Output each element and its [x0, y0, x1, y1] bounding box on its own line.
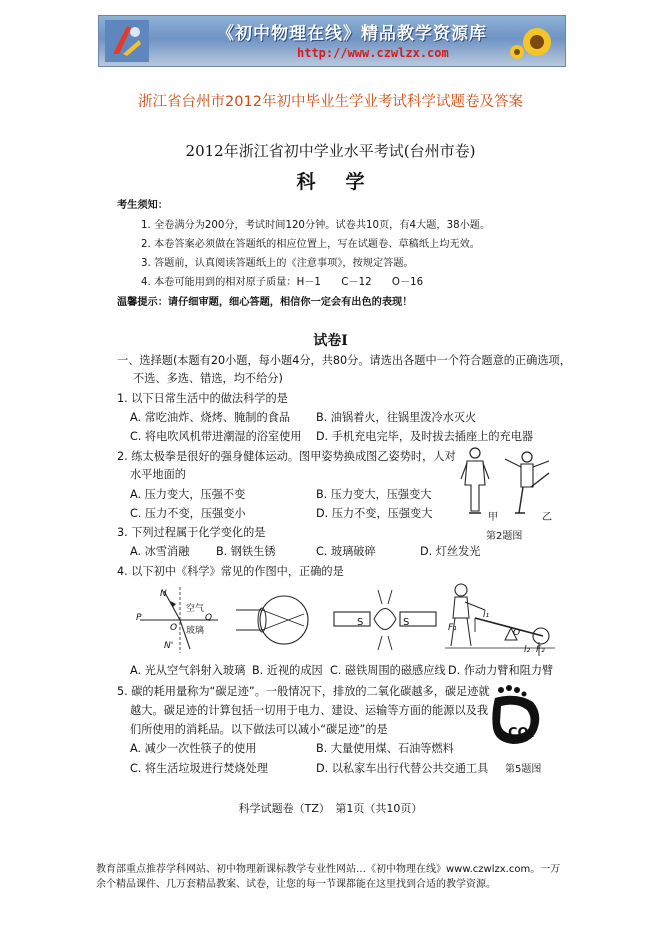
magnetic-field-diagram [330, 588, 440, 652]
question-stem: 5. 碳的耗用量称为“碳足迹”。一般情况下，排放的二氧化碳越多，碳足迹就 [117, 685, 490, 698]
option: A. 压力变大，压强不变 [130, 488, 246, 501]
notice-item: 1. 全卷满分为200分，考试时间120分钟。试卷共10页，有4大题，38小题。 [141, 220, 491, 231]
sunflower-icon [507, 22, 559, 62]
question-stem: 3. 下列过程属于化学变化的是 [117, 526, 266, 539]
option: A. 减少一次性筷子的使用 [130, 742, 257, 755]
section-instruction: 不选、多选、错选，均不给分) [133, 372, 283, 385]
banner-url[interactable]: http://www.czwlzx.com [297, 46, 449, 60]
option: A. 冰雪消融 [130, 545, 190, 558]
label-q: Q [205, 613, 213, 623]
option: C. 压力不变，压强变小 [130, 507, 246, 520]
exam-title: 2012年浙江省初中学业水平考试(台州市卷) [185, 142, 476, 160]
section-instruction: 一、选择题(本题有20小题，每小题4分，共80分。请选出各题中一个符合题意的正确选项， [117, 354, 571, 367]
option: B. 压力变大，压强变大 [316, 488, 432, 501]
question-stem: 2. 练太极拳是很好的强身健体运动。图甲姿势换成图乙姿势时，人对 [117, 450, 456, 463]
document-title: 浙江省台州市2012年初中毕业生学业考试科学试题卷及答案 [138, 94, 523, 110]
question-stem: 越大。碳足迹的计算包括一切用于电力、建设、运输等方面的能源以及我 [130, 704, 489, 717]
magnet-label-s: S [357, 617, 364, 628]
option: D. 以私家车出行代替公共交通工具 [316, 762, 489, 775]
site-logo-icon [105, 20, 149, 62]
option: B. 大量使用煤、石油等燃料 [316, 742, 454, 755]
option: D. 灯丝发光 [420, 545, 481, 558]
option: D. 手机充电完毕，及时拔去插座上的充电器 [316, 430, 534, 443]
footer-ad[interactable]: 教育部重点推荐学科网站、初中物理新课标教学专业性网站…《初中物理在线》www.czwlzx.com。一万余个精品课件、几万套精品教案、试卷，让您的每一节课都能在这里找到合适的教学资源。 [96, 864, 561, 890]
label-f1: F₁ [448, 623, 457, 633]
tai-chi-figure [455, 445, 555, 525]
label-o: O [170, 623, 178, 633]
co2-label: CO₂ [508, 726, 535, 741]
option: D. 压力不变，压强变大 [316, 507, 433, 520]
label-n: N [160, 589, 167, 599]
label-air: 空气 [186, 604, 205, 614]
option: C. 将生活垃圾进行焚烧处理 [130, 762, 268, 775]
notice-item: 2. 本卷答案必须做在答题纸的相应位置上，写在试题卷、草稿纸上均无效。 [141, 239, 480, 250]
option: B. 油锅着火，往锅里泼冷水灭火 [316, 411, 477, 424]
page-footer: 科学试题卷（TZ） 第1页（共10页） [238, 802, 423, 815]
question-stem: 们所使用的消耗品。以下做法可以减小“碳足迹”的是 [130, 723, 388, 736]
option: C. 将电吹风机带进潮湿的浴室使用 [130, 430, 302, 443]
figure-label-jia: 甲 [488, 512, 498, 523]
option: D. 作动力臂和阻力臂 [448, 664, 554, 677]
question-stem: 4. 以下初中《科学》常见的作图中，正确的是 [117, 565, 344, 578]
label-f2: F₂ [536, 645, 545, 655]
label-n-prime: N' [164, 641, 174, 651]
subject-title: 科学 [296, 171, 395, 193]
question-stem: 水平地面的 [130, 468, 186, 481]
site-banner[interactable] [98, 15, 566, 67]
figure-label-yi: 乙 [542, 512, 552, 523]
option: A. 常吃油炸、烧烤、腌制的食品 [130, 411, 291, 424]
figure-caption: 第5题图 [505, 764, 542, 775]
option: B. 钢铁生锈 [216, 545, 276, 558]
question-stem: 1. 以下日常生活中的做法科学的是 [117, 392, 288, 405]
notice-item: 4. 本卷可能用到的相对原子质量：H－1 C－12 O－16 [141, 277, 424, 288]
option: C. 玻璃破碎 [316, 545, 376, 558]
option: B. 近视的成因 [252, 664, 323, 677]
magnet-label-s: S [403, 617, 410, 628]
label-o: O [513, 628, 521, 638]
banner-title: 《初中物理在线》精品教学资源库 [217, 24, 487, 44]
notice-heading: 考生须知： [117, 200, 168, 211]
label-glass: 玻璃 [186, 626, 205, 636]
tip-text: 温馨提示：请仔细审题，细心答题，相信你一定会有出色的表现！ [117, 297, 413, 308]
paper-heading: 试卷Ⅰ [313, 333, 348, 349]
label-l2: l₂ [524, 645, 531, 655]
label-p: P [136, 613, 142, 623]
notice-item: 3. 答题前，认真阅读答题纸上的《注意事项》，按规定答题。 [141, 258, 414, 269]
option: C. 磁铁周围的磁感应线 [330, 664, 446, 677]
figure-caption: 第2题图 [486, 531, 523, 542]
option: A. 光从空气斜射入玻璃 [130, 664, 246, 677]
label-l1: l₁ [483, 610, 490, 620]
myopia-eye-diagram [236, 590, 316, 650]
